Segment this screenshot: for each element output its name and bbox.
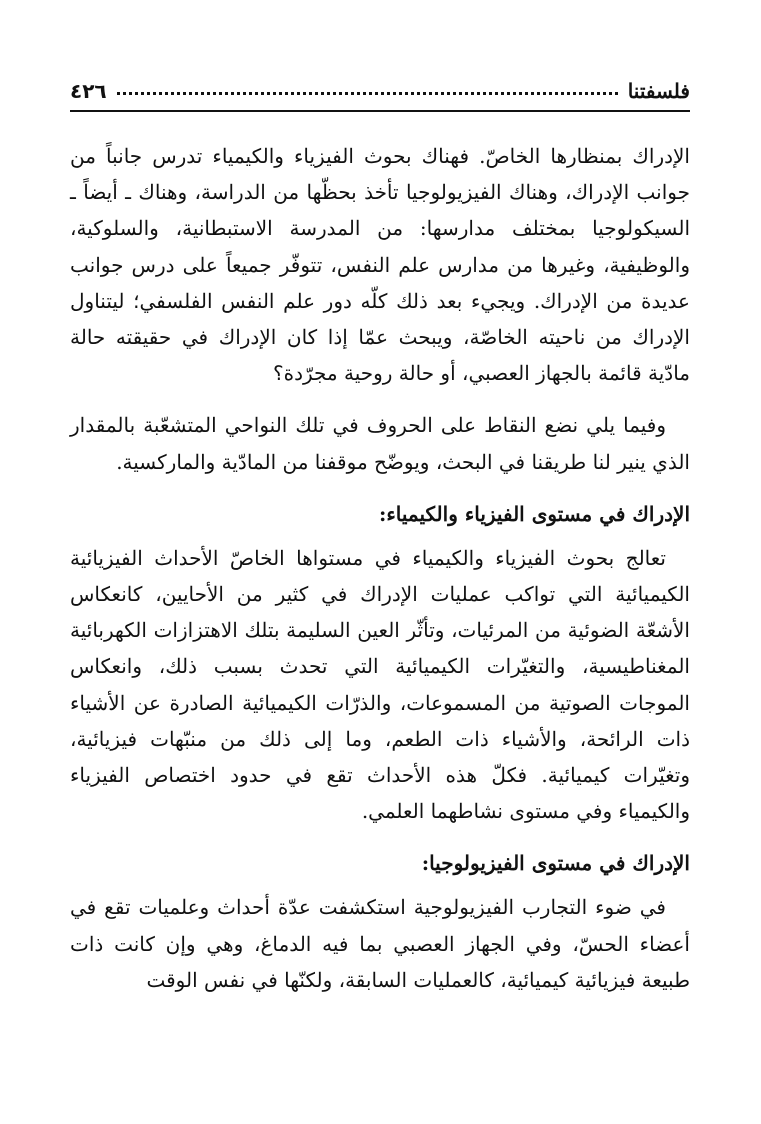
section-heading-physiology: الإدراك في مستوى الفيزيولوجيا: [421,851,690,876]
paragraph-1: الإدراك بمنظارها الخاصّ. فهناك بحوث الفيزياء والكيمياء تدرس جانباً من جوانب الإدراك، وهناك الفيزيولوجيا تأخذ بحظّها من الدراسة، وهناك ـ أيضاً ـ السيكولوجيا بمختلف مدارسها: من المدرسة الاستبطانية، والسلوكية، والوظيفية، وغيرها من مدارس علم النفس، تتوفّر جميعاً على درس جوانب عديدة من الإدراك. ويجيء بعد ذلك كلّه دور علم النفس الفلسفي؛ ليتناول الإدراك من ناحيته الخاصّة، ويبحث عمّا إذا كان الإدراك في حقيقته حالة مادّية قائمة بالجهاز العصبي، أو حالة روحية مجرّدة؟ [70,144,690,386]
page-number: ٤٢٦ [70,79,107,103]
paragraph-2: وفيما يلي نضع النقاط على الحروف في تلك النواحي المتشعّبة بالمقدار الذي ينير لنا طريقنا في البحث، ويوضّح موقفنا من المادّية والماركسية. [70,413,690,474]
page-header [70,74,690,108]
book-page [70,74,690,1014]
paragraph-4: في ضوء التجارب الفيزيولوجية استكشفت عدّة أحداث وعلميات تقع في أعضاء الحسّ، وفي الجهاز العصبي بما فيه الدماغ، وهي وإن كانت ذات طبيعة فيزيائية كيميائية، كالعمليات السابقة، ولكنّها في نفس الوقت [70,895,690,992]
paragraph-3: تعالج بحوث الفيزياء والكيمياء في مستواها الخاصّ الأحداث الفيزيائية الكيميائية التي تواكب عمليات الإدراك في كثير من الأحايين، كانعكاس الأشعّة الضوئية من المرئيات، وتأثّر العين السليمة بتلك الاهتزازات الكهربائية المغناطيسية، والتغيّرات الكيميائية التي تحدث بسبب ذلك، وانعكاس الموجات الصوتية من المسموعات، والذرّات الكيميائية الصادرة عن الأشياء ذات الرائحة، والأشياء ذات الطعم، وما إلى ذلك من منبّهات فيزيائية، وتغيّرات كيميائية. فكلّ هذه الأحداث تقع في حدود اختصاص الفيزياء والكيمياء وفي مستوى نشاطهما العلمي. [70,545,690,824]
header-rule [70,110,690,112]
running-title: فلسفتنا [627,79,690,103]
section-heading-physics-chemistry: الإدراك في مستوى الفيزياء والكيمياء: [379,501,690,526]
dotted-leader [117,92,618,95]
